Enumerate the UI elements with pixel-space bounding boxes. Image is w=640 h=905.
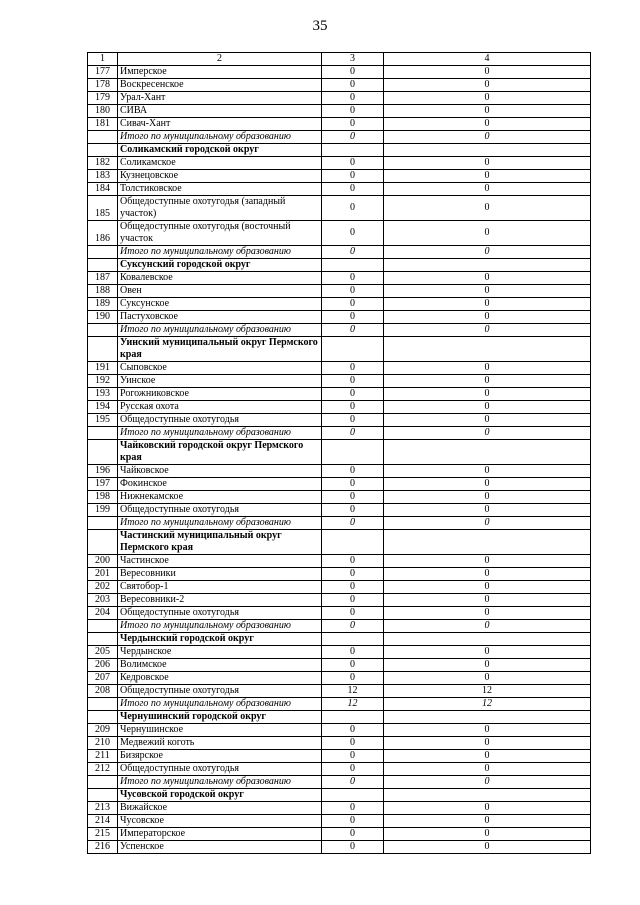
row-number: 207 [88,672,118,685]
column-header: 4 [384,53,591,66]
section-row [88,789,591,802]
row-number: 198 [88,491,118,504]
total-row [88,324,591,337]
row-number [88,620,118,633]
column-3-value: 0 [322,79,384,92]
column-4-value [384,633,591,646]
row-name: Суксунское [118,298,322,311]
table-header-row [88,53,591,66]
row-name: Итого по муниципальному образованию [118,427,322,440]
column-header: 2 [118,53,322,66]
column-3-value: 0 [322,105,384,118]
row-name: Итого по муниципальному образованию [118,620,322,633]
row-name: Вижайское [118,802,322,815]
column-4-value: 0 [384,659,591,672]
row-number: 193 [88,388,118,401]
column-3-value: 0 [322,414,384,427]
column-4-value: 0 [384,170,591,183]
table-row [88,285,591,298]
row-name: Кузнецовское [118,170,322,183]
column-3-value: 0 [322,555,384,568]
table-row [88,375,591,388]
table-row [88,105,591,118]
table-row [88,79,591,92]
row-number: 199 [88,504,118,517]
row-name: Чайковское [118,465,322,478]
table-row [88,414,591,427]
table-row [88,750,591,763]
row-number [88,131,118,144]
row-number: 191 [88,362,118,375]
row-name: Общедоступные охотугодья [118,763,322,776]
row-number [88,324,118,337]
column-4-value: 0 [384,311,591,324]
column-4-value: 0 [384,491,591,504]
row-name: СИВА [118,105,322,118]
table-row [88,841,591,854]
column-3-value: 0 [322,375,384,388]
column-4-value: 0 [384,79,591,92]
table-row [88,555,591,568]
column-3-value: 0 [322,737,384,750]
section-row [88,259,591,272]
row-name: Чусовское [118,815,322,828]
table-row [88,196,591,221]
column-4-value: 0 [384,465,591,478]
row-name: Общедоступные охотугодья [118,504,322,517]
table-row [88,672,591,685]
column-4-value: 0 [384,607,591,620]
column-4-value [384,711,591,724]
table-row [88,802,591,815]
column-4-value: 0 [384,478,591,491]
table-row [88,737,591,750]
section-row [88,144,591,157]
row-name: Рогожниковское [118,388,322,401]
column-4-value: 0 [384,375,591,388]
column-4-value: 0 [384,362,591,375]
row-name: Итого по муниципальному образованию [118,517,322,530]
row-number: 204 [88,607,118,620]
column-3-value: 0 [322,659,384,672]
row-number: 180 [88,105,118,118]
section-title: Чернушинский городской округ [118,711,322,724]
column-4-value [384,530,591,555]
column-4-value: 0 [384,105,591,118]
section-title: Частинский муниципальный округ Пермского края [118,530,322,555]
table-row [88,828,591,841]
total-row [88,698,591,711]
column-header: 1 [88,53,118,66]
total-row [88,517,591,530]
row-name: Общедоступные охотугодья [118,685,322,698]
row-name: Успенское [118,841,322,854]
row-number: 187 [88,272,118,285]
row-name: Частинское [118,555,322,568]
row-number: 194 [88,401,118,414]
row-number: 200 [88,555,118,568]
row-name: Итого по муниципальному образованию [118,776,322,789]
row-number: 201 [88,568,118,581]
row-number: 213 [88,802,118,815]
column-3-value: 0 [322,815,384,828]
section-title: Чусовской городской округ [118,789,322,802]
row-number: 185 [88,196,118,221]
column-4-value [384,440,591,465]
row-name: Итого по муниципальному образованию [118,324,322,337]
column-4-value: 0 [384,581,591,594]
row-number: 214 [88,815,118,828]
column-3-value: 0 [322,131,384,144]
row-name: Бизярское [118,750,322,763]
row-number: 186 [88,221,118,246]
table-row [88,724,591,737]
column-3-value: 0 [322,221,384,246]
table-body [88,66,591,854]
row-name: Волимское [118,659,322,672]
row-number: 192 [88,375,118,388]
row-number: 182 [88,157,118,170]
table-row [88,504,591,517]
row-name: Воскресенское [118,79,322,92]
column-3-value: 0 [322,581,384,594]
table-row [88,815,591,828]
column-4-value [384,144,591,157]
column-3-value: 0 [322,620,384,633]
row-number [88,776,118,789]
page-number: 35 [312,18,328,34]
column-4-value: 0 [384,555,591,568]
row-name: Общедоступные охотугодья (восточный участок [118,221,322,246]
row-number [88,711,118,724]
row-number: 215 [88,828,118,841]
row-name: Овен [118,285,322,298]
row-number [88,246,118,259]
column-4-value: 12 [384,698,591,711]
column-4-value [384,337,591,362]
table-row [88,478,591,491]
row-number [88,440,118,465]
column-4-value: 0 [384,66,591,79]
row-name: Итого по муниципальному образованию [118,131,322,144]
row-name: Святобор-1 [118,581,322,594]
row-number [88,633,118,646]
column-3-value: 0 [322,118,384,131]
row-number: 197 [88,478,118,491]
row-number: 179 [88,92,118,105]
row-number [88,337,118,362]
table-row [88,401,591,414]
row-name: Общедоступные охотугодья [118,414,322,427]
column-4-value: 0 [384,594,591,607]
column-3-value: 0 [322,491,384,504]
row-name: Сивач-Хант [118,118,322,131]
row-name: Соликамское [118,157,322,170]
column-3-value: 0 [322,646,384,659]
row-name: Чердынское [118,646,322,659]
column-4-value: 0 [384,324,591,337]
column-3-value: 0 [322,465,384,478]
column-3-value: 0 [322,170,384,183]
section-row [88,337,591,362]
column-4-value: 0 [384,750,591,763]
column-4-value: 0 [384,285,591,298]
column-header: 3 [322,53,384,66]
table-row [88,298,591,311]
row-name: Русская охота [118,401,322,414]
row-name: Вересовники-2 [118,594,322,607]
row-name: Ковалевское [118,272,322,285]
table-row [88,465,591,478]
section-title: Чайковский городской округ Пермского края [118,440,322,465]
row-number [88,427,118,440]
row-name: Урал-Хант [118,92,322,105]
column-4-value: 0 [384,672,591,685]
column-3-value: 0 [322,285,384,298]
column-3-value: 0 [322,362,384,375]
column-4-value: 0 [384,763,591,776]
row-name: Итого по муниципальному образованию [118,246,322,259]
column-3-value [322,530,384,555]
row-name: Чернушинское [118,724,322,737]
row-name: Медвежий коготь [118,737,322,750]
column-4-value: 0 [384,427,591,440]
column-3-value: 0 [322,427,384,440]
section-title: Соликамский городской округ [118,144,322,157]
column-4-value: 0 [384,92,591,105]
row-number: 184 [88,183,118,196]
column-3-value: 12 [322,698,384,711]
column-4-value: 0 [384,828,591,841]
table-row [88,157,591,170]
section-title: Уинский муниципальный округ Пермского края [118,337,322,362]
column-3-value: 0 [322,246,384,259]
section-title: Суксунский городской округ [118,259,322,272]
column-3-value: 0 [322,66,384,79]
row-number: 181 [88,118,118,131]
column-4-value: 0 [384,646,591,659]
row-number [88,259,118,272]
column-3-value: 0 [322,568,384,581]
row-name: Общедоступные охотугодья (западный участок) [118,196,322,221]
row-name: Кедровское [118,672,322,685]
table-row [88,272,591,285]
hunting-grounds-table [87,52,591,854]
column-4-value: 0 [384,568,591,581]
column-3-value: 0 [322,298,384,311]
column-4-value: 0 [384,388,591,401]
row-number: 189 [88,298,118,311]
column-4-value: 0 [384,196,591,221]
column-4-value: 0 [384,221,591,246]
row-number [88,789,118,802]
column-4-value: 0 [384,737,591,750]
column-3-value: 0 [322,724,384,737]
column-4-value: 12 [384,685,591,698]
column-3-value: 0 [322,478,384,491]
row-name: Пастуховское [118,311,322,324]
table-row [88,311,591,324]
column-4-value: 0 [384,272,591,285]
row-number: 210 [88,737,118,750]
table-row [88,607,591,620]
row-number: 206 [88,659,118,672]
column-4-value: 0 [384,517,591,530]
column-4-value: 0 [384,724,591,737]
row-name: Толстиковское [118,183,322,196]
section-title: Чердынский городской округ [118,633,322,646]
column-3-value: 0 [322,841,384,854]
row-number: 202 [88,581,118,594]
row-name: Императорское [118,828,322,841]
column-4-value [384,789,591,802]
total-row [88,427,591,440]
row-name: Фокинское [118,478,322,491]
column-3-value [322,337,384,362]
column-3-value [322,259,384,272]
column-4-value: 0 [384,157,591,170]
column-4-value: 0 [384,246,591,259]
table-row [88,659,591,672]
column-3-value: 0 [322,504,384,517]
row-number: 205 [88,646,118,659]
column-3-value [322,711,384,724]
row-name: Итого по муниципальному образованию [118,698,322,711]
column-3-value: 0 [322,401,384,414]
column-4-value: 0 [384,802,591,815]
row-number [88,530,118,555]
row-name: Уинское [118,375,322,388]
table-row [88,170,591,183]
row-number: 188 [88,285,118,298]
table-row [88,362,591,375]
row-number: 177 [88,66,118,79]
column-4-value: 0 [384,815,591,828]
row-name: Общедоступные охотугодья [118,607,322,620]
column-3-value: 0 [322,196,384,221]
column-4-value: 0 [384,183,591,196]
column-3-value: 0 [322,157,384,170]
row-number: 195 [88,414,118,427]
column-4-value: 0 [384,131,591,144]
column-3-value: 0 [322,183,384,196]
table-row [88,221,591,246]
column-4-value: 0 [384,414,591,427]
column-3-value: 0 [322,517,384,530]
table-row [88,92,591,105]
row-number: 208 [88,685,118,698]
row-number: 190 [88,311,118,324]
column-3-value: 0 [322,750,384,763]
section-row [88,530,591,555]
column-4-value: 0 [384,620,591,633]
table-row [88,568,591,581]
column-3-value: 0 [322,311,384,324]
row-number: 211 [88,750,118,763]
column-3-value [322,633,384,646]
total-row [88,246,591,259]
row-name: Вересовники [118,568,322,581]
row-number: 209 [88,724,118,737]
row-number: 216 [88,841,118,854]
row-number: 178 [88,79,118,92]
table-row [88,118,591,131]
column-3-value: 0 [322,92,384,105]
table-row [88,646,591,659]
row-name: Сыповское [118,362,322,375]
total-row [88,776,591,789]
total-row [88,620,591,633]
row-number: 196 [88,465,118,478]
column-3-value: 12 [322,685,384,698]
table-row [88,388,591,401]
table-row [88,581,591,594]
column-4-value: 0 [384,841,591,854]
table-row [88,183,591,196]
row-number [88,144,118,157]
column-4-value: 0 [384,776,591,789]
row-number: 183 [88,170,118,183]
column-3-value: 0 [322,672,384,685]
column-4-value: 0 [384,504,591,517]
column-3-value: 0 [322,763,384,776]
row-number [88,698,118,711]
column-3-value: 0 [322,607,384,620]
row-number: 212 [88,763,118,776]
table-row [88,66,591,79]
section-row [88,440,591,465]
row-name: Нижнекамское [118,491,322,504]
column-3-value [322,789,384,802]
column-3-value: 0 [322,828,384,841]
row-name: Имперское [118,66,322,79]
column-3-value [322,440,384,465]
column-3-value [322,144,384,157]
column-4-value: 0 [384,298,591,311]
table-row [88,594,591,607]
total-row [88,131,591,144]
column-4-value: 0 [384,401,591,414]
row-number [88,517,118,530]
section-row [88,633,591,646]
column-3-value: 0 [322,324,384,337]
section-row [88,711,591,724]
table-row [88,763,591,776]
column-4-value [384,259,591,272]
column-3-value: 0 [322,802,384,815]
row-number: 203 [88,594,118,607]
column-3-value: 0 [322,594,384,607]
column-3-value: 0 [322,776,384,789]
table-row [88,491,591,504]
table-row [88,685,591,698]
column-3-value: 0 [322,272,384,285]
column-3-value: 0 [322,388,384,401]
column-4-value: 0 [384,118,591,131]
